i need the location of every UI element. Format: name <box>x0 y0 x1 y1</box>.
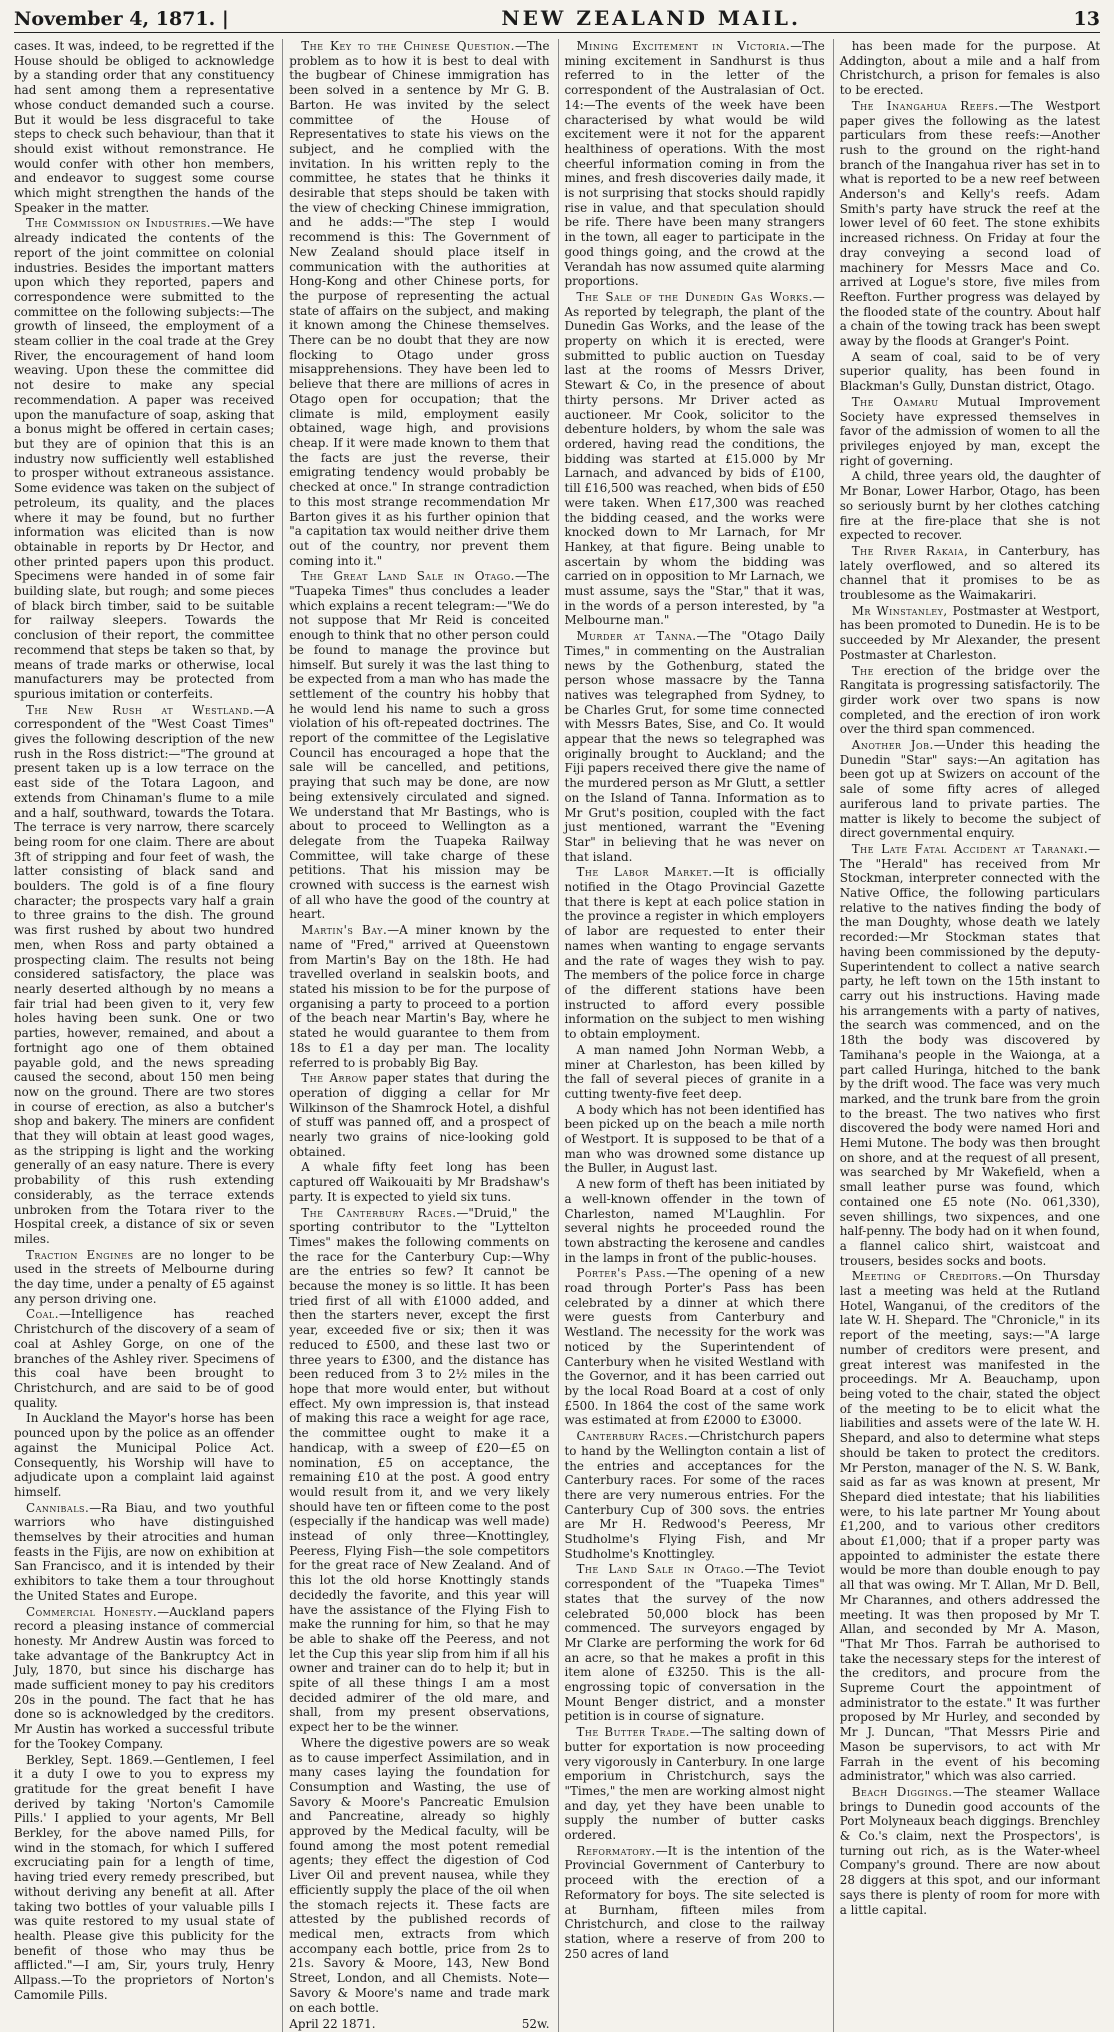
article-paragraph <box>840 1785 1100 1917</box>
article-paragraph <box>840 664 1100 738</box>
article-text: —It is the intention of the Provincial Government of Canterbury to proceed with the erection of a Reformatory for boys. The site selected is at Burnham, fifteen miles from Christchurch, and close to the railway station, where a reserve of from 200 to 250 acres of land <box>564 1843 825 1961</box>
article-paragraph <box>565 1562 825 1724</box>
article-heading: Martin's Bay. <box>301 923 388 938</box>
issue-date: November 4, 1871. | <box>14 8 229 30</box>
article-paragraph <box>840 842 1100 1268</box>
article-heading: Porter's Pass. <box>576 1266 667 1281</box>
article-text: A man named John Norman Webb, a miner at Charleston, has been killed by the fall of several pieces of granite in a cutting twenty-five feet deep. <box>564 1042 825 1101</box>
article-heading: The Butter Trade. <box>576 1725 690 1740</box>
article-paragraph <box>289 569 549 922</box>
article-paragraph <box>565 1844 825 1962</box>
column-2 <box>282 39 549 2032</box>
article-paragraph <box>565 1429 825 1561</box>
article-text: —Under this heading the Dunedin "Star" says:—An agitation has been got up at Swizers on account of the sale of some fifty acres of alleged auriferous land to private parties. The matter is likely to become the subject of direct governmental enquiry. <box>839 738 1100 841</box>
article-heading: Reformatory. <box>576 1843 656 1858</box>
article-heading: The Inangahua Reefs. <box>851 98 999 113</box>
article-paragraph <box>14 1307 274 1410</box>
article-heading: The Labor Market. <box>576 865 713 880</box>
article-heading: The Great Land Sale in Otago. <box>301 569 515 584</box>
article-paragraph <box>565 1103 825 1177</box>
article-paragraph <box>840 738 1100 841</box>
article-text: —The "Otago Daily Times," in commenting on the Australian news by the Gothenburg, stated the person whose massacre by the Tanna natives was telegraphed from Sydney, to be Charles Grut, for some time connected with Messrs Bates, Sise, and Co. It would appear that the news so telegraphed was originally brought to Auckland; and the Fiji papers received there give the name of the murdered person as Mr Glutt, a settler on the Island of Tanna. Information as to Mr Grut's position, coupled with the fact just mentioned, warrant the "Evening Star" in believing that he was never on that island. <box>564 629 825 864</box>
article-heading: Murder at Tanna. <box>576 629 697 644</box>
article-heading: Traction Engines <box>26 1247 134 1262</box>
article-text: are no longer to be used in the streets of Melbourne during the day time, under a penalty of £5 against any person driving one. <box>14 1247 275 1306</box>
advert-footer <box>289 2017 549 2032</box>
article-text: in Canterbury, has lately overflowed, and so altered its channel that it promises to be as troublesome as the Waimakariri. <box>839 543 1101 603</box>
column-3 <box>558 39 825 2032</box>
article-heading: Mining Excitement in Victoria. <box>576 39 791 53</box>
page-number: 13 <box>1073 8 1100 30</box>
article-text: —The "Herald" has received from Mr Stockman, interpreter connected with the Native Office, the following particulars relative to the natives finding the body of the man Doughty, whose death we lately recorded:—Mr Stockman states that having been commissioned by the deputy-Superintendent to collect a native search party, he left town on the 15th instant to carry out his instructions. Having made his arrangements with a party of natives, the search was commenced, and on the 18th the body was discovered by Tamihana's people in the Waionga, at a part called Huringa, hitched to the bank by the drift wood. The face was very much marked, and the trunk bare from the groin to the breast. The two natives who first discovered the body were named Hori and Hemi Mutone. The body was then brought on shore, and at the request of all present, was searched by Mr Wakefield, when a small leather purse was found, which contained one £5 note (No. 061,330), seven shillings, two sixpences, and one half-penny. The body had on it when found, a flannel calico shirt, waistcoat and trousers, besides socks and boots. <box>839 841 1100 1268</box>
article-paragraph <box>840 1269 1100 1784</box>
article-text: —Intelligence has reached Christchurch of the discovery of a seam of coal at Ashley Gorge, on one of the branches of the Ashley river. Specimens of this coal have been brought to Christchurch, and are said to be of good quality. <box>14 1307 275 1410</box>
article-text: Postmaster at Westport, has been promoted to Dunedin. He is to be succeeded by Mr Alexander, the present Postmaster at Charleston. <box>839 603 1100 662</box>
article-text: —The problem as to how it is best to deal with the bugbear of Chinese immigration has been solved in a sentence by Mr G. B. Barton. He was invited by the select committee of the House of Representatives to state his views on the subject, and he complied with the invitation. In his written reply to the committee, he states that he thinks it desirable that steps should be taken with the view of checking Chinese immigration, and he adds:—"The step I would recommend is this: The Government of New Zealand should place itself in communication with the authorities at Hong-Kong and other Chinese ports, for the purpose of representing the actual state of affairs on the subject, and making it known among the Chinese themselves. There can be no doubt that they are now flocking to Otago under gross misapprehensions. They have been led to believe that there are millions of acres in Otago open for occupation; that the climate is mild, employment easily obtained, wage high, and provisions cheap. If it were made known to them that the facts are just the reverse, their emigrating tendency would probably be checked at once." In strange contradiction to this most strange recommendation Mr Barton gives it as his further opinion that "a capitation tax would neither drive them out of the country, nor prevent them coming into it." <box>289 39 550 568</box>
article-text: —A miner known by the name of "Fred," arrived at Queenstown from Martin's Bay on the 18th. He had travelled overland in sealskin boots, and stated his mission to be for the purpose of organising a party to proceed to a portion of the beach near Martin's Bay, where he stated he would guarantee to them from 18s to £1 a day per man. The locality referred to is probably Big Bay. <box>289 923 550 1070</box>
article-heading: Commercial Honesty. <box>26 1604 158 1619</box>
article-paragraph <box>840 544 1100 603</box>
article-text: —The salting down of butter for exportation is now proceeding very vigorously in Canterbury. In one large emporium in Christchurch, says the "Times," the men are working almost night and day, yet they have been unable to supply the number of butter casks ordered. <box>564 1725 825 1843</box>
article-text: —The Westport paper gives the following as the latest particulars from these reefs:—Another rush to the ground on the right-hand branch of the Inangahua river has set in to what is reported to be a new reef between Anderson's and Kelly's reefs. Adam Smith's party have struck the reef at the lower level of 60 feet. The stone exhibits increased richness. On Friday at four the dray conveying a second load of machinery for Messrs Mace and Co. arrived at Logue's store, five miles from Reefton. Further progress was delayed by the flooded state of the country. About half a chain of the towing track has been swept away by the floods at Granger's Point. <box>839 98 1100 349</box>
article-paragraph <box>565 1725 825 1843</box>
article-paragraph <box>840 39 1100 98</box>
article-text: has been made for the purpose. At Addington, about a mile and a half from Christchurch, a prison for females is also to be erected. <box>839 39 1100 98</box>
article-paragraph <box>289 1206 549 1735</box>
column-1 <box>14 39 274 2032</box>
article-text: A body which has not been identified has been picked up on the beach a mile north of Westport. It is supposed to be that of a man who was drowned some distance up the Buller, in August last. <box>564 1102 825 1176</box>
article-text: A child, three years old, the daughter of Mr Bonar, Lower Harbor, Otago, has been so seriously burnt by her clothes catching fire at the fire-place that she is not expected to recover. <box>839 469 1100 543</box>
article-heading: Coal. <box>26 1307 60 1322</box>
article-paragraph <box>14 1753 274 2003</box>
article-paragraph <box>14 216 274 701</box>
article-columns <box>14 39 1100 2032</box>
article-paragraph <box>14 703 274 1247</box>
masthead <box>14 6 1100 33</box>
advert-date: April 22 1871. <box>289 2017 376 2032</box>
article-heading: Beach Diggings. <box>851 1784 953 1799</box>
article-heading: The Oamaru <box>851 394 939 409</box>
column-4 <box>833 39 1100 2032</box>
article-heading: Another Job. <box>851 738 934 753</box>
article-paragraph <box>289 1160 549 1204</box>
article-heading: Meeting of Creditors. <box>851 1269 1003 1284</box>
article-paragraph <box>14 39 274 215</box>
article-paragraph <box>840 469 1100 543</box>
article-heading: Canterbury Races. <box>576 1429 689 1444</box>
article-paragraph <box>289 39 549 568</box>
article-paragraph <box>565 865 825 1041</box>
article-heading: The Key to the Chinese Question. <box>301 39 515 53</box>
article-paragraph <box>565 39 825 289</box>
article-heading: The Sale of the Dunedin Gas Works. <box>576 289 813 304</box>
article-text: —A correspondent of the "West Coast Times" gives the following description of the new rush in the Ross district:—"The ground at present taken up is a low terrace on the east side of the Totara Lagoon, and extends from Chinaman's flume to a mile and a half, southward, towards the Totara. The terrace is very narrow, there scarcely being room for one claim. There are about 3ft of stripping and four feet of wash, the latter consisting of black sand and boulders. The gold is of a fine floury character; the prospects vary half a grain to three grains to the dish. The ground was first rushed by about two hundred men, when Ross and party obtained a prospecting claim. The results not being considered satisfactory, the place was nearly deserted although by no means a fair trial had been given to it, very few holes having been sunk. One or two parties, however, remained, and about a fortnight ago one of them obtained payable gold, and the news spreading caused the second, about 150 men being now on the ground. There are two stores in course of erection, as also a butcher's shop and bakery. The miners are confident that they will obtain at least good wages, as the stripping is light and the working generally of an easy nature. There is every probability of this rush extending considerably, as the terrace extends unbroken from the Totara river to the Hospital creek, a distance of six or seven miles. <box>14 702 275 1246</box>
article-paragraph <box>565 629 825 864</box>
article-text: A whale fifty feet long has been captured off Waikouaiti by Mr Bradshaw's party. It is expected to yield six tuns. <box>289 1160 550 1204</box>
article-paragraph <box>840 604 1100 663</box>
article-paragraph <box>14 1501 274 1604</box>
article-text: A new form of theft has been initiated by a well-known offender in the town of Charleston, named M'Laughlin. For several nights he proceeded round the town abstracting the kerosene and candles in the lamps in front of the public-houses. <box>564 1177 825 1265</box>
article-text: A seam of coal, said to be of very superior quality, has been found in Blackman's Gully, Dunstan district, Otago. <box>839 349 1100 394</box>
article-text: Where the digestive powers are so weak as to cause imperfect Assimilation, and in many cases laying the foundation for Consumption and Wasting, the use of Savory & Moore's Pancreatic Emulsion and Pancreatine, already so highly approved by the Medical faculty, will be found among the most potent remedial agents; they effect the digestion of Cod Liver Oil and prevent nausea, while they efficiently supply the place of the oil when the stomach rejects it. These facts are attested by the published records of medical men, extracts from which accompany each bottle, price from 2s to 21s. Savory & Moore, 143, New Bond Street, London, and all Chemists. Note—Savory & Moore's name and trade mark on each bottle. <box>289 1735 550 2015</box>
article-text: Berkley, Sept. 1869.—Gentlemen, I feel it a duty I owe to you to express my gratitude for the great benefit I have derived by taking 'Norton's Camomile Pills.' I applied to your agents, Mr Bell Berkley, for the above named Pills, for wind in the stomach, for which I suffered excruciating pain for a length of time, having tried every remedy prescribed, but without deriving any benefit at all. After taking two bottles of your valuable pills I was quite restored to my usual state of health. Please give this publicity for the benefit of those who may thus be afflicted."—I am, Sir, yours truly, Henry Allpass.—To the proprietors of Norton's Camomile Pills. <box>14 1752 275 2002</box>
article-text: —The steamer Wallace brings to Dunedin good accounts of the Port Molyneaux beach diggings. Brenchley & Co.'s claim, next the Prospectors', is turning out rich, as is the Water-wheel Company's ground. There are now about 28 diggers at this spot, and our informant says there is plenty of room for more with a little capital. <box>839 1784 1100 1917</box>
article-heading: The Canterbury Races. <box>301 1205 457 1220</box>
article-text: —The "Tuapeka Times" thus concludes a leader which explains a recent telegram:—"We do not suppose that Mr Reid is conceited enough to think that no other person could be found to manage the province but himself. But surely it was the last thing to be expected from a man who has made the settlement of the country his hobby that he would lend his name to such a gross violation of his oft-repeated doctrines. The report of the committee of the Legislative Council has encouraged a hope that the sale will be cancelled, and petitions, praying that such may be done, are now being extensively circulated and signed. We understand that Mr Bastings, who is about to proceed to Wellington as a delegate from the Tuapeka Railway Committee, will take charge of these petitions. That his mission may be crowned with success is the earnest wish of all who have the good of the country at heart. <box>289 569 550 922</box>
article-text: —It is officially notified in the Otago Provincial Gazette that there is kept at each police station in the province a register in which employers of labor are requested to enter their names when wanting to engage servants and the rate of wages they wish to pay. The members of the police force in charge of the different stations have been instructed to afford every possible information on the subject to men wishing to obtain employment. <box>564 865 825 1042</box>
article-paragraph <box>289 1071 549 1159</box>
article-heading: The River Rakaia, <box>851 543 969 558</box>
article-paragraph <box>840 350 1100 394</box>
article-heading: The Land Sale in Otago. <box>576 1562 745 1577</box>
article-heading: The <box>851 663 874 678</box>
newspaper-title: NEW ZEALAND MAIL. <box>501 6 801 30</box>
article-text: —Christchurch papers to hand by the Wellington contain a list of the entries and acceptances for the Canterbury races. For some of the races there are very numerous entries. For the Canterbury Cup of 300 sovs. the entries are Mr H. Redwood's Peeress, Mr Studholme's Flying Fish, and Mr Studholme's Knottingley. <box>564 1429 825 1561</box>
article-paragraph <box>289 923 549 1070</box>
article-text: paper states that during the operation of digging a cellar for Mr Wilkinson of the Shamrock Hotel, a dishful of stuff was panned off, and a prospect of nearly two grains of nice-looking gold obtained. <box>289 1071 550 1159</box>
article-paragraph <box>565 1043 825 1102</box>
article-text: —The opening of a new road through Porter's Pass has been celebrated by a dinner at which there were guests from Canterbury and Westland. The necessity for the work was noticed by the Superintendent of Canterbury when he visited Westland with the Governor, and it has been carried out by the local Road Board at a cost of only £500. In 1864 the cost of the same work was estimated at from £2000 to £3000. <box>564 1266 825 1428</box>
article-paragraph <box>840 395 1100 469</box>
article-heading: The Arrow <box>301 1071 368 1086</box>
article-text: —The Teviot correspondent of the "Tuapeka Times" states that the survey of the now celebrated 50,000 block has been commenced. The surveyors engaged by Mr Clarke are performing the work for 6d an acre, so that he makes a profit in this item alone of £3250. This is the all-engrossing topic of conversation in the Mount Benger district, and a monster petition is in course of signature. <box>564 1562 825 1724</box>
article-text: —Auckland papers record a pleasing instance of commercial honesty. Mr Andrew Austin was forced to take advantage of the Bankruptcy Act in July, 1870, but since his discharge has made sufficient money to pay his creditors 20s in the pound. The fact that he has done so is acknowledged by the creditors. Mr Austin has worked a successful tribute for the Tookey Company. <box>14 1604 275 1751</box>
article-text: cases. It was, indeed, to be regretted if the House should be obliged to acknowledge by a standing order that any constituency had sent among them a representative whose conduct demanded such a course. But it would be less disgraceful to take steps to check such behaviour, than that it should exist without remonstrance. He would confer with other hon members, and endeavor to suggest some course which might strengthen the hands of the Speaker in the matter. <box>14 39 275 215</box>
article-text: In Auckland the Mayor's horse has been pounced upon by the police as an offender against the Municipal Police Act. Consequently, his Worship will have to adjudicate upon a complaint laid against himself. <box>14 1411 275 1499</box>
article-text: —We have already indicated the contents of the report of the joint committee on colonial industries. Besides the important matters upon which they reported, papers and correspondence were submitted to the committee on the following subjects:—The growth of linseed, the employment of a steam collier in the coal trade at the Grey River, the encouragement of hand loom weaving. Upon these the committee did not desire to make any special recommendation. A paper was received upon the manufacture of soap, asking that a bonus might be offered in certain cases; but they are of opinion that this is an industry now sufficiently well established to prosper without extraneous assistance. Some evidence was taken on the subject of petroleum, its quality, and the places where it may be found, but no further information was elicited than is now obtainable in reports by Dr Hector, and other printed papers upon this product. Specimens were handed in of some fair building slate, but rough; and some pieces of black birch timber, said to be suitable for railway sleepers. Towards the conclusion of their report, the committee recommend that steps be taken so that, by means of trade marks or otherwise, local manufacturers may be protected from spurious imitation or conterfeits. <box>14 216 275 701</box>
advert-code: 52w. <box>521 2017 550 2032</box>
article-text: —As reported by telegraph, the plant of the Dunedin Gas Works, and the lease of the property on which it is erected, were submitted to public auction on Tuesday last at the rooms of Messrs Driver, Stewart & Co, in the presence of about thirty persons. Mr Driver acted as auctioneer. Mr Cook, solicitor to the debenture holders, by whom the sale was ordered, having read the conditions, the bidding was started at £15.000 by Mr Larnach, and advanced by bids of £100, till £16,500 was reached, when bids of £50 were taken. When £17,300 was reached the bidding ceased, and the works were knocked down to Mr Larnach, for Mr Hankey, at that figure. Being unable to ascertain by whom the bidding was carried on in opposition to Mr Larnach, we must assume, says the "Star," that it was, in the words of a person interested, by "a Melbourne man." <box>564 289 825 628</box>
article-paragraph <box>289 1736 549 2015</box>
article-text: —"Druid," the sporting contributor to the "Lyttelton Times" makes the following comments on the race for the Canterbury Cup:—Why are the entries so few? It cannot be because the money is so little. It has been tried first of all with £1000 added, and then the starters never, except the first year, exceeded five or six; then it was reduced to £500, and these last two or three years to £300, and the distance has been reduced from 3 to 2½ miles in the hope that more would enter, but without effect. My own impression is, that instead of making this race a weight for age race, the committee ought to make it a handicap, with a sweep of £20—£5 on nomination, £5 on acceptance, the remaining £10 at the post. A good entry would result from it, and we very likely should have ten or fifteen come to the post (especially if the handicap was well made) instead of only three—Knottingley, Peeress, Flying Fish—the sole competitors for the great race of New Zealand. And of this lot the old horse Knottingly stands decidedly the favorite, and this year will have the assistance of the Flying Fish to make the running for him, so that he may be able to shake off the Peeress, and not let the Cup this year slip from him if all his owner and trainer can do to help it; but in spite of all these things I am a most decided admirer of the old mare, and shall, from my present observations, expect her to be the winner. <box>289 1205 550 1735</box>
article-paragraph <box>14 1411 274 1499</box>
article-paragraph <box>14 1248 274 1307</box>
article-heading: Mr Winstanley, <box>851 603 948 618</box>
article-text: Mutual Improvement Society have expressed themselves in favor of the admission of women to all the privileges enjoyed by man, except the right of governing. <box>839 394 1100 468</box>
article-paragraph <box>840 99 1100 349</box>
article-heading: The Commission on Industries. <box>26 216 212 231</box>
article-heading: The Late Fatal Accident at Taranaki. <box>851 841 1089 856</box>
article-heading: Cannibals. <box>26 1500 90 1515</box>
article-text: —The mining excitement in Sandhurst is thus referred to in the letter of the correspondent of the Australasian of Oct. 14:—The events of the week have been characterised by what would be wild excitement were it not for the apparent healthiness of operations. With the most cheerful information coming in from the mines, and fresh discoveries daily made, it is not surprising that stocks should rapidly rise in value, and that speculation should be rife. There have been many strangers in the town, all eager to participate in the good things going, and the crowd at the Verandah has now assumed quite alarming proportions. <box>564 39 825 289</box>
article-paragraph <box>565 290 825 628</box>
article-paragraph <box>14 1605 274 1752</box>
article-paragraph <box>565 1177 825 1265</box>
article-heading: The New Rush at Westland. <box>26 702 254 717</box>
article-text: erection of the bridge over the Rangitata is progressing satisfactorily. The girder work over two spans is now completed, and the erection of iron work over the third span commenced. <box>839 663 1100 737</box>
article-text: —On Thursday last a meeting was held at the Rutland Hotel, Wanganui, of the creditors of the late W. H. Shepard. The "Chronicle," in its report of the meeting, says:—"A large number of creditors were present, and great interest was manifested in the proceedings. Mr A. Beauchamp, upon being voted to the chair, stated the object of the meeting to be to elicit what the liabilities and assets were of the late W. H. Shepard, and also to determine what steps should be taken to protect the creditors. Mr Perston, manager of the N. S. W. Bank, said as far as was known at present, Mr Shepard died intestate; that his liabilities were, to his late partner Mr Young about £1,200, and to various other creditors about £1,000; that if a proper party was appointed to administer the estate there would be more than double enough to pay all that was owing. Mr T. Allan, Mr D. Bell, Mr Charannes, and others addressed the meeting. It was then proposed by Mr T. Allan, and seconded by Mr A. Mason, "That Mr Thos. Farrah be authorised to take the necessary steps for the interest of the creditors, and procure from the Supreme Court the appointment of administrator to the estate." It was further proposed by Mr Hurley, and seconded by Mr J. Duncan, "That Messrs Pirie and Mason be supervisors, to act with Mr Farrah in the event of his becoming administrator," which was also carried. <box>839 1269 1101 1784</box>
article-text: —Ra Biau, and two youthful warriors who have distinguished themselves by their atrocities and human feasts in the Fijis, are now on exhibition at San Francisco, and it is intended by their exhibitors to take them a tour throughout the United States and Europe. <box>14 1500 275 1603</box>
article-paragraph <box>565 1266 825 1428</box>
